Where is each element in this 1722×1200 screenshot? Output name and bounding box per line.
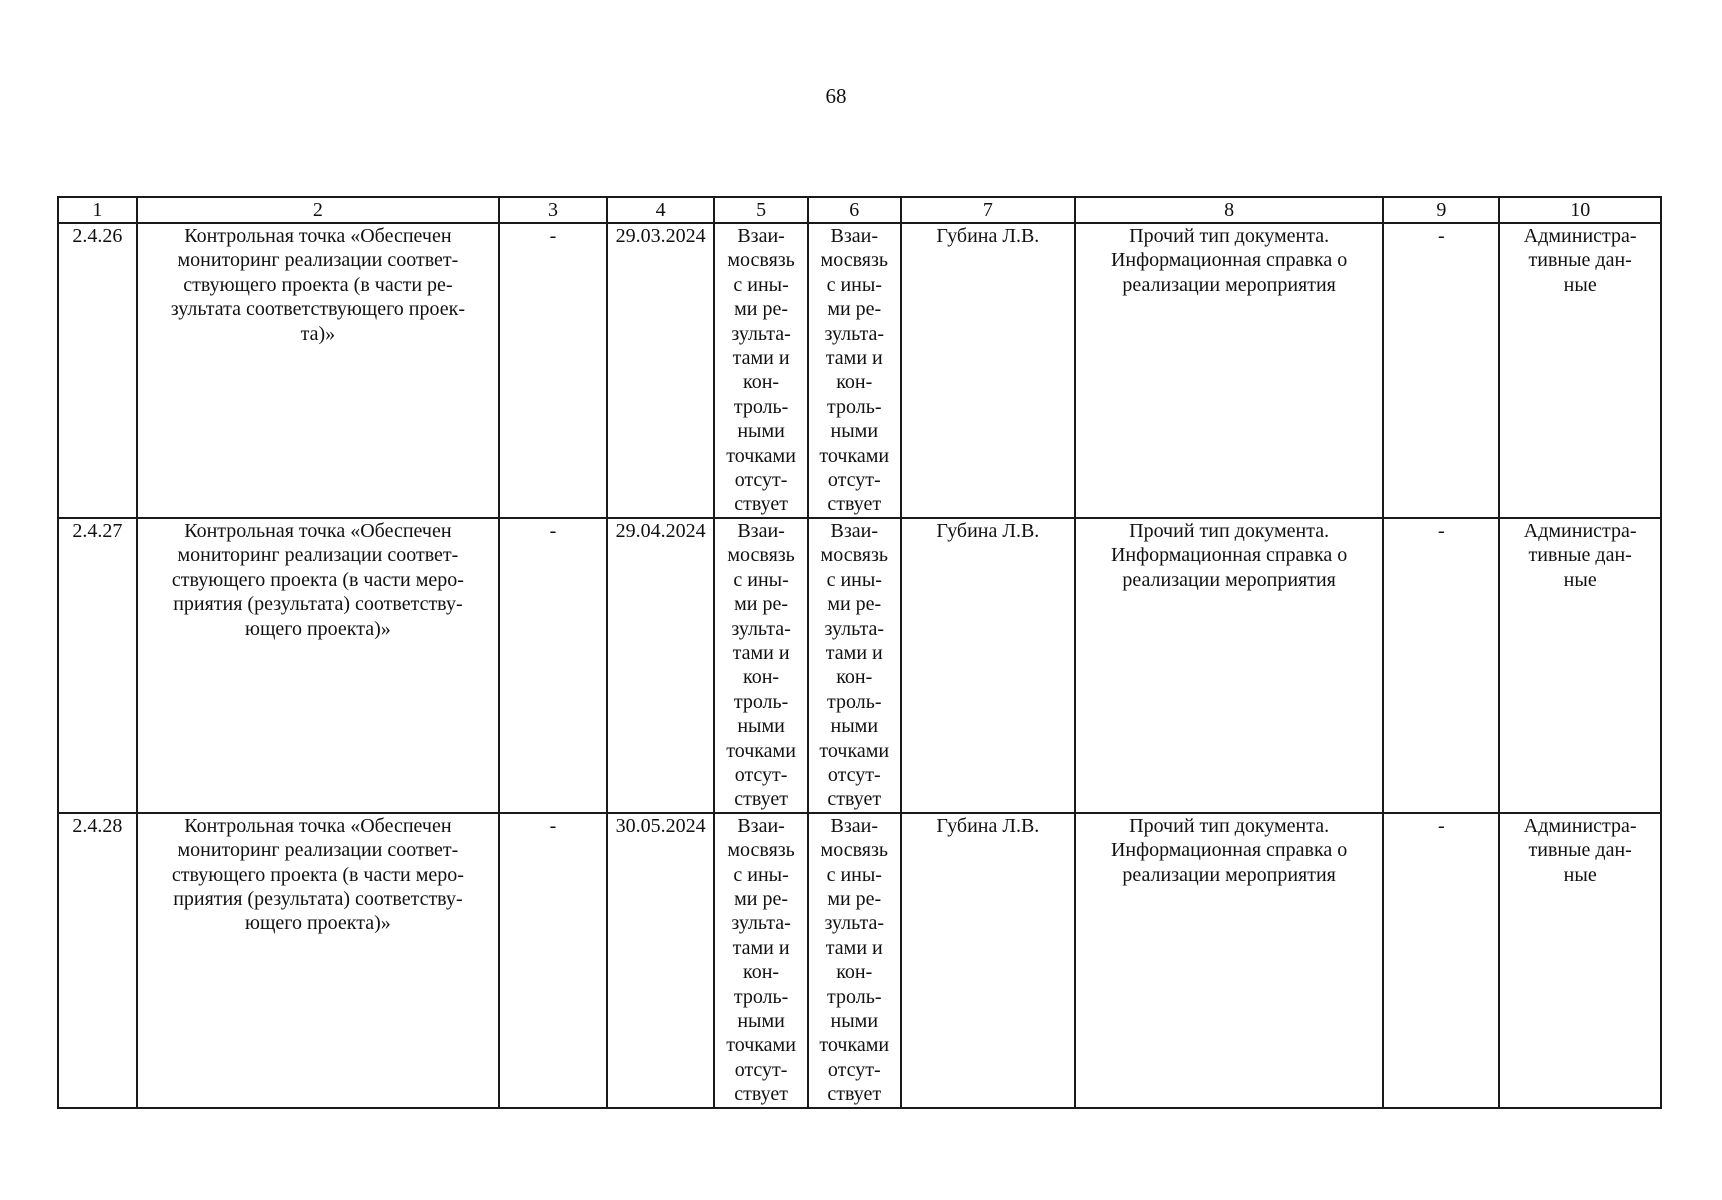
column-3-cell [499, 223, 607, 518]
text-line: кон- [836, 666, 873, 689]
text-line: кон- [743, 666, 780, 689]
text-line: Информационная справка о [1110, 839, 1348, 862]
text-line: приятия (результата) соответству- [173, 887, 463, 910]
column-header: 2 [137, 197, 499, 223]
text-line: троль- [827, 985, 882, 1008]
column-5-cell [714, 223, 807, 518]
cell-text: 29.04.2024 [615, 519, 706, 542]
text-line: точками [726, 739, 796, 762]
control-point-name-cell [137, 223, 499, 518]
text-line: тивные дан- [1528, 839, 1632, 862]
text-line: ными [737, 420, 785, 443]
text-line: кон- [836, 371, 873, 394]
control-points-table [57, 196, 1662, 1109]
text-line: мониторинг реализации соответ- [177, 839, 459, 862]
text-line: реализации мероприятия [1122, 863, 1336, 886]
text-line: троль- [733, 395, 789, 418]
text-line: тами и [732, 347, 790, 370]
text-line: реализации мероприятия [1122, 568, 1336, 591]
text-line: тами и [732, 936, 790, 959]
table-header-row [58, 197, 1661, 223]
cell-text: - [549, 814, 557, 837]
text-line: ные [1563, 273, 1597, 296]
row-number-cell [58, 223, 137, 518]
text-line: тивные дан- [1528, 249, 1632, 272]
text-line: с ины- [826, 273, 882, 296]
page-number: 68 [825, 84, 847, 108]
text-line: мосвязь [820, 544, 888, 567]
text-line: ющего проекта)» [245, 912, 391, 935]
text-line: ствует [827, 788, 882, 811]
text-line: троль- [827, 690, 882, 713]
text-line: тами и [825, 936, 883, 959]
text-line: кон- [743, 371, 780, 394]
column-header: 1 [58, 197, 137, 223]
text-line: с ины- [733, 863, 789, 886]
text-line: ми ре- [734, 298, 789, 321]
text-line: Взаи- [737, 519, 785, 542]
text-line: мосвязь [820, 839, 888, 862]
document-type-cell [1075, 813, 1384, 1108]
column-header: 9 [1383, 197, 1499, 223]
text-line: отсут- [827, 469, 881, 492]
text-line: ные [1563, 568, 1597, 591]
text-line: зульта- [824, 912, 884, 935]
cell-text: Губина Л.В. [936, 814, 1040, 837]
text-line: ными [737, 715, 785, 738]
column-6-cell [808, 223, 901, 518]
column-header: 5 [714, 197, 807, 223]
control-point-name-cell [137, 813, 499, 1108]
cell-text: 2.4.27 [72, 519, 123, 542]
text-line: с ины- [733, 568, 789, 591]
text-line: с ины- [826, 568, 882, 591]
cell-text: - [549, 519, 557, 542]
document-type-cell [1075, 223, 1384, 518]
text-line: точками [819, 444, 890, 467]
text-line: ствует [827, 1083, 882, 1106]
text-line: тивные дан- [1528, 544, 1632, 567]
text-line: отсут- [734, 763, 788, 786]
text-line: точками [726, 444, 796, 467]
text-line: Прочий тип документа. [1129, 814, 1330, 837]
text-line: отсут- [734, 469, 788, 492]
text-line: ми ре- [734, 887, 789, 910]
text-line: ми ре- [827, 593, 882, 616]
cell-text: - [1438, 225, 1445, 247]
text-line: Прочий тип документа. [1129, 519, 1330, 542]
text-line: Взаи- [830, 519, 878, 542]
table-row [58, 813, 1661, 1108]
text-line: ными [830, 1010, 879, 1032]
text-line: кон- [743, 961, 780, 984]
text-line: зульта- [731, 912, 791, 935]
text-line: ми ре- [827, 298, 882, 321]
column-9-cell [1383, 518, 1499, 813]
text-line: Контрольная точка «Обеспечен [184, 814, 452, 837]
control-point-name-cell [137, 518, 499, 813]
text-line: отсут- [827, 763, 881, 786]
column-header: 6 [808, 197, 901, 223]
text-line: зультата соответствующего проек- [170, 298, 465, 321]
text-line: ствующего проекта (в части меро- [171, 568, 464, 591]
text-line: отсут- [734, 1058, 788, 1081]
text-line: Информационная справка о [1110, 544, 1348, 567]
cell-text: Губина Л.В. [936, 225, 1040, 247]
text-line: отсут- [827, 1058, 881, 1081]
row-number-cell [58, 813, 137, 1108]
text-line: зульта- [731, 322, 791, 345]
column-header: 10 [1499, 197, 1661, 223]
text-line: ствует [734, 1083, 788, 1106]
text-line: точками [819, 1034, 890, 1057]
text-line: тами и [825, 641, 883, 664]
text-line: точками [726, 1034, 796, 1057]
text-line: ствует [734, 788, 788, 811]
text-line: с ины- [733, 273, 789, 296]
text-line: мосвязь [727, 249, 795, 272]
text-line: тами и [732, 641, 790, 664]
text-line: мониторинг реализации соответ- [177, 544, 459, 567]
text-line: троль- [733, 690, 789, 713]
column-5-cell [714, 518, 807, 813]
column-5-cell [714, 813, 807, 1108]
text-line: кон- [836, 961, 873, 984]
cell-text: 29.03.2024 [615, 225, 706, 247]
cell-text: 2.4.28 [72, 814, 123, 837]
column-header: 4 [607, 197, 715, 223]
row-number-cell [58, 518, 137, 813]
document-type-cell [1075, 518, 1384, 813]
responsible-cell [901, 518, 1075, 813]
text-line: зульта- [824, 322, 884, 345]
text-line: Контрольная точка «Обеспечен [184, 225, 452, 247]
text-line: с ины- [826, 863, 882, 886]
text-line: ствует [734, 493, 788, 516]
cell-text: - [549, 225, 557, 247]
text-line: ми ре- [734, 593, 789, 616]
date-cell [607, 518, 715, 813]
data-source-cell [1499, 813, 1661, 1108]
cell-text: - [1438, 814, 1445, 837]
text-line: ми ре- [827, 887, 882, 910]
text-line: реализации мероприятия [1122, 273, 1336, 296]
data-source-cell [1499, 223, 1661, 518]
column-3-cell [499, 813, 607, 1108]
date-cell [607, 813, 715, 1108]
table-row [58, 223, 1661, 518]
cell-text: - [1438, 519, 1445, 542]
text-line: Взаи- [830, 225, 878, 247]
text-line: Администра- [1523, 814, 1637, 837]
text-line: Администра- [1523, 225, 1637, 247]
text-line: Контрольная точка «Обеспечен [184, 519, 452, 542]
text-line: ными [830, 715, 879, 738]
column-9-cell [1383, 813, 1499, 1108]
column-header: 8 [1075, 197, 1384, 223]
column-9-cell [1383, 223, 1499, 518]
text-line: Прочий тип документа. [1129, 225, 1330, 247]
date-cell [607, 223, 715, 518]
text-line: мосвязь [727, 839, 795, 862]
text-line: зульта- [731, 617, 791, 640]
cell-text: 30.05.2024 [615, 814, 706, 837]
text-line: троль- [827, 395, 882, 418]
column-6-cell [808, 518, 901, 813]
table-row [58, 518, 1661, 813]
responsible-cell [901, 813, 1075, 1108]
cell-text: Губина Л.В. [936, 519, 1040, 542]
text-line: Взаи- [830, 814, 878, 837]
column-header: 3 [499, 197, 607, 223]
text-line: зульта- [824, 617, 884, 640]
text-line: Взаи- [737, 225, 785, 247]
text-line: точками [819, 739, 890, 762]
column-header: 7 [901, 197, 1075, 223]
text-line: ствующего проекта (в части меро- [171, 863, 464, 886]
text-line: тами и [825, 347, 883, 370]
text-line: мосвязь [820, 249, 888, 272]
text-line: Информационная справка о [1110, 249, 1348, 272]
text-line: ющего проекта)» [245, 617, 391, 640]
data-source-cell [1499, 518, 1661, 813]
text-line: ствующего проекта (в части ре- [183, 273, 453, 296]
text-line: мосвязь [727, 544, 795, 567]
text-line: ные [1563, 863, 1597, 886]
text-line: троль- [733, 985, 789, 1008]
responsible-cell [901, 223, 1075, 518]
text-line: мониторинг реализации соответ- [177, 249, 459, 272]
text-line: ными [830, 420, 879, 443]
text-line: Взаи- [737, 814, 785, 837]
column-6-cell [808, 813, 901, 1108]
text-line: Администра- [1523, 519, 1637, 542]
cell-text: 2.4.26 [72, 225, 123, 247]
text-line: приятия (результата) соответству- [173, 593, 463, 616]
text-line: та)» [300, 322, 336, 345]
column-3-cell [499, 518, 607, 813]
text-line: ствует [827, 493, 882, 516]
text-line: ными [737, 1010, 785, 1032]
